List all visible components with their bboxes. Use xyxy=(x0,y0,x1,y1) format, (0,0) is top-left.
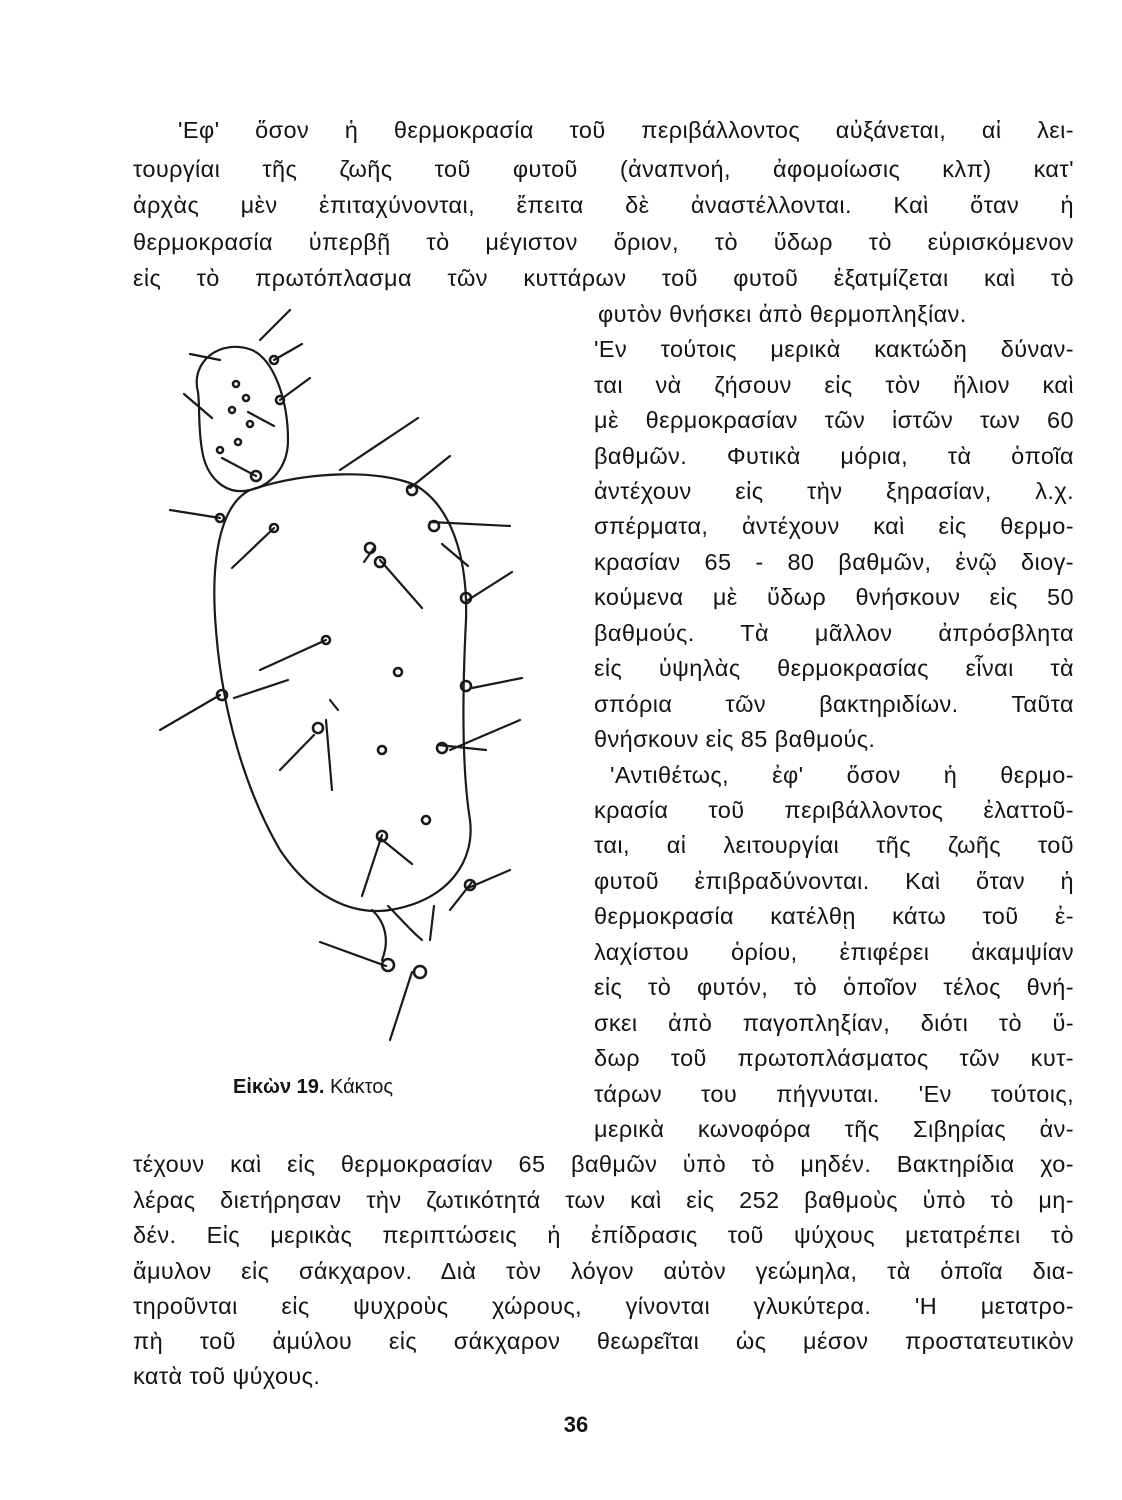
text-line: ἀρχὰς μὲν ἐπιταχύνονται, ἔπειτα δὲ ἀναστέλλονται. Καὶ ὅταν ἡ xyxy=(133,192,1074,218)
text-line: λέρας διετήρησαν τὴν ζωτικότητά των καὶ εἰς 252 βαθμοὺς ὑπὸ τὸ μη- xyxy=(133,1187,1074,1213)
text-line: τηροῦνται εἰς ψυχροὺς χώρους, γίνονται γλυκύτερα. 'Η μετατρο- xyxy=(133,1293,1074,1319)
text-line: ται νὰ ζήσουν εἰς τὸν ἥλιον καὶ xyxy=(594,372,1074,398)
text-line: ἀντέχουν εἰς τὴν ξηρασίαν, λ.χ. xyxy=(594,478,1074,504)
text-line: λαχίστου ὁρίου, ἐπιφέρει ἀκαμψίαν xyxy=(594,939,1074,965)
text-line: πὴ τοῦ ἀμύλου εἰς σάκχαρον θεωρεῖται ὡς μέσον προστατευτικὸν xyxy=(133,1328,1074,1354)
text-line: δέν. Εἰς μερικὰς περιπτώσεις ἡ ἐπίδρασις τοῦ ψύχους μετατρέπει τὸ xyxy=(133,1222,1074,1248)
text-line: κρασίαν 65 - 80 βαθμῶν, ἐνῷ διογ- xyxy=(594,549,1074,575)
text-line: σκει ἀπὸ παγοπληξίαν, διότι τὸ ὕ- xyxy=(594,1010,1074,1036)
cactus-figure xyxy=(150,300,570,1060)
text-line: βαθμούς. Τὰ μᾶλλον ἀπρόσβλητα xyxy=(594,620,1074,646)
areoles xyxy=(216,356,475,978)
text-line: σπέρματα, ἀντέχουν καὶ εἰς θερμο- xyxy=(594,513,1074,539)
text-line: θνήσκουν εἰς 85 βαθμούς. xyxy=(594,726,876,752)
text-line: 'Εν τούτοις μερικὰ κακτώδη δύναν- xyxy=(594,336,1074,362)
text-line: τουργίαι τῆς ζωῆς τοῦ φυτοῦ (ἀναπνοή, ἀφομοίωσις κλπ) κατ' xyxy=(133,156,1074,182)
spines xyxy=(160,310,522,1040)
text-line: τέχουν καὶ εἰς θερμοκρασίαν 65 βαθμῶν ὑπὸ τὸ μηδέν. Βακτηρίδια χο- xyxy=(133,1151,1074,1177)
text-line: θερμοκρασία ὑπερβῇ τὸ μέγιστον ὅριον, τὸ ὕδωρ τὸ εὑρισκόμενον xyxy=(133,229,1074,255)
figure-caption xyxy=(233,1076,393,1099)
text-line: φυτοῦ ἐπιβραδύνονται. Καὶ ὅταν ἡ xyxy=(594,868,1074,894)
text-line: σπόρια τῶν βακτηριδίων. Ταῦτα xyxy=(594,691,1074,717)
caption-text: Κάκτος xyxy=(330,1076,394,1098)
text-line: εἰς τὸ φυτόν, τὸ ὁποῖον τέλος θνή- xyxy=(594,974,1074,1000)
text-line: θερμοκρασία κατέλθῃ κάτω τοῦ ἐ- xyxy=(594,903,1074,929)
text-line: κούμενα μὲ ὕδωρ θνήσκουν εἰς 50 xyxy=(594,584,1074,610)
text-line: βαθμῶν. Φυτικὰ μόρια, τὰ ὁποῖα xyxy=(594,443,1074,469)
text-line: μερικὰ κωνοφόρα τῆς Σιβηρίας ἀν- xyxy=(594,1116,1074,1142)
text-line: τάρων του πήγνυται. 'Εν τούτοις, xyxy=(594,1081,1074,1107)
cactus-drawing xyxy=(150,300,570,1060)
text-line: ἄμυλον εἰς σάκχαρον. Διὰ τὸν λόγον αὐτὸν γεώμηλα, τὰ ὁποῖα δια- xyxy=(133,1258,1074,1284)
text-line: ται, αἱ λειτουργίαι τῆς ζωῆς τοῦ xyxy=(594,832,1074,858)
text-line: 'Αντιθέτως, ἐφ' ὅσον ἡ θερμο- xyxy=(610,762,1074,788)
text-line: εἰς τὸ πρωτόπλασμα τῶν κυττάρων τοῦ φυτοῦ ἐξατμίζεται καὶ τὸ xyxy=(133,265,1074,291)
text-line: φυτὸν θνήσκει ἀπὸ θερμοπληξίαν. xyxy=(598,301,967,327)
text-line: κατὰ τοῦ ψύχους. xyxy=(133,1363,321,1389)
stem xyxy=(372,910,386,960)
page-number: 36 xyxy=(563,1412,589,1437)
caption-label: Εἰκὼν 19. xyxy=(233,1076,325,1098)
text-line: εἰς ὑψηλὰς θερμοκρασίας εἶναι τὰ xyxy=(594,655,1074,681)
text-line: δωρ τοῦ πρωτοπλάσματος τῶν κυτ- xyxy=(594,1045,1074,1071)
text-line: μὲ θερμοκρασίαν τῶν ἱστῶν των 60 xyxy=(594,407,1074,433)
text-line: κρασία τοῦ περιβάλλοντος ἐλαττοῦ- xyxy=(594,797,1074,823)
text-line: 'Εφ' ὅσον ἡ θερμοκρασία τοῦ περιβάλλοντος αὐξάνεται, αἱ λει- xyxy=(178,117,1074,143)
